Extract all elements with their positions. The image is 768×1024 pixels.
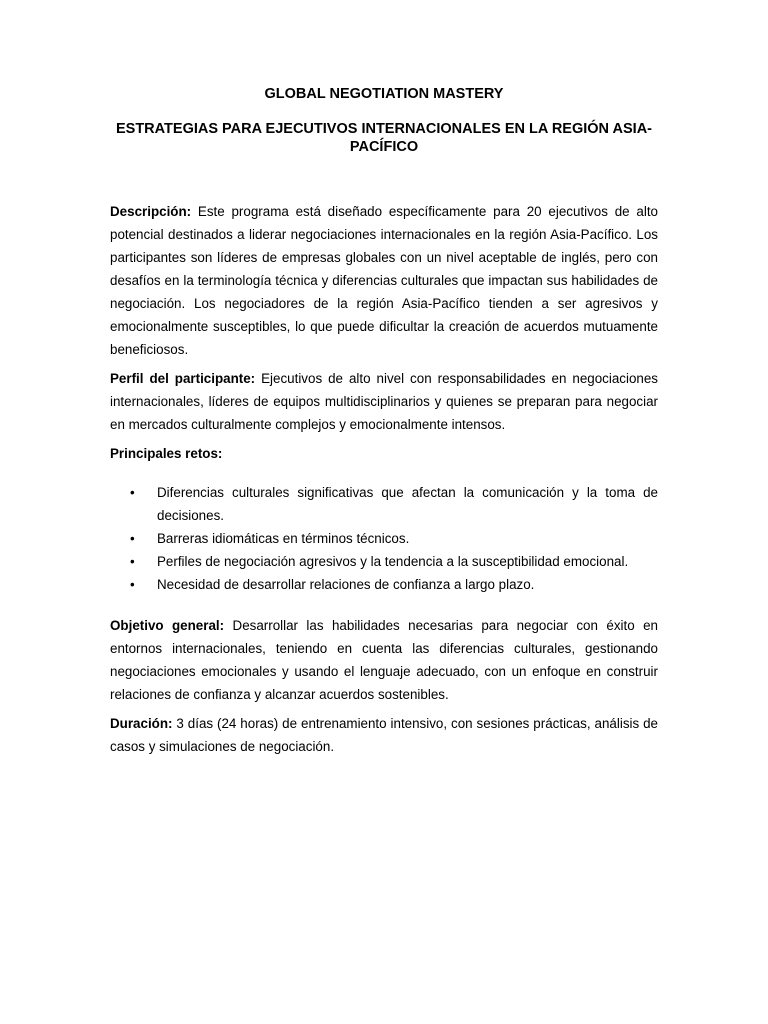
- perfil-text: Ejecutivos de alto nivel con responsabilidades en negociaciones internacionales, líderes de equipos multidisciplinarios y quienes se preparan para negociar en mercados culturalmente complejos y emocionalmente intensos.: [110, 371, 658, 432]
- duracion-paragraph: [110, 712, 658, 758]
- retos-list: [110, 481, 658, 596]
- retos-heading: Principales retos:: [110, 446, 223, 461]
- list-item: [110, 481, 658, 527]
- list-item: [110, 573, 658, 596]
- descripcion-label: Descripción:: [110, 204, 192, 219]
- duracion-label: Duración:: [110, 716, 173, 731]
- bullet-icon: •: [130, 485, 135, 500]
- objetivo-paragraph: [110, 614, 658, 706]
- bullet-icon: •: [130, 554, 135, 569]
- descripcion-text: Este programa está diseñado específicamente para 20 ejecutivos de alto potencial destinados a liderar negociaciones internacionales en la región Asia-Pacífico. Los participantes son líderes de empresas globales con un nivel aceptable de inglés, pero con desafíos en la terminología técnica y diferencias culturales que impactan sus habilidades de negociación. Los negociadores de la región Asia-Pacífico tienden a ser agresivos y emocionalmente susceptibles, lo que puede dificultar la creación de acuerdos mutuamente beneficiosos.: [110, 204, 658, 357]
- duracion-text: 3 días (24 horas) de entrenamiento intensivo, con sesiones prácticas, análisis de casos y simulaciones de negociación.: [110, 716, 658, 754]
- descripcion-paragraph: [110, 200, 658, 361]
- objetivo-text: Desarrollar las habilidades necesarias para negociar con éxito en entornos internacionales, teniendo en cuenta las diferencias culturales, gestionando negociaciones emocionales y usando el lenguaje adecuado, con un enfoque en construir relaciones de confianza y alcanzar acuerdos sostenibles.: [110, 618, 658, 702]
- list-item-text: Perfiles de negociación agresivos y la tendencia a la susceptibilidad emocional.: [157, 554, 629, 569]
- objetivo-label: Objetivo general:: [110, 618, 225, 633]
- document-page: [110, 84, 658, 758]
- document-title: GLOBAL NEGOTIATION MASTERY: [264, 86, 504, 102]
- perfil-label: Perfil del participante:: [110, 371, 256, 386]
- list-item: [110, 550, 658, 573]
- list-item-text: Necesidad de desarrollar relaciones de confianza a largo plazo.: [157, 577, 535, 592]
- perfil-paragraph: [110, 367, 658, 436]
- list-item-text: Barreras idiomáticas en términos técnicos.: [157, 531, 410, 546]
- list-item: [110, 527, 658, 550]
- bullet-icon: •: [130, 531, 135, 546]
- list-item-text: Diferencias culturales significativas que afectan la comunicación y la toma de decisiones.: [157, 485, 658, 523]
- document-subtitle: ESTRATEGIAS PARA EJECUTIVOS INTERNACIONALES EN LA REGIÓN ASIA-PACÍFICO: [115, 121, 652, 155]
- bullet-icon: •: [130, 577, 135, 592]
